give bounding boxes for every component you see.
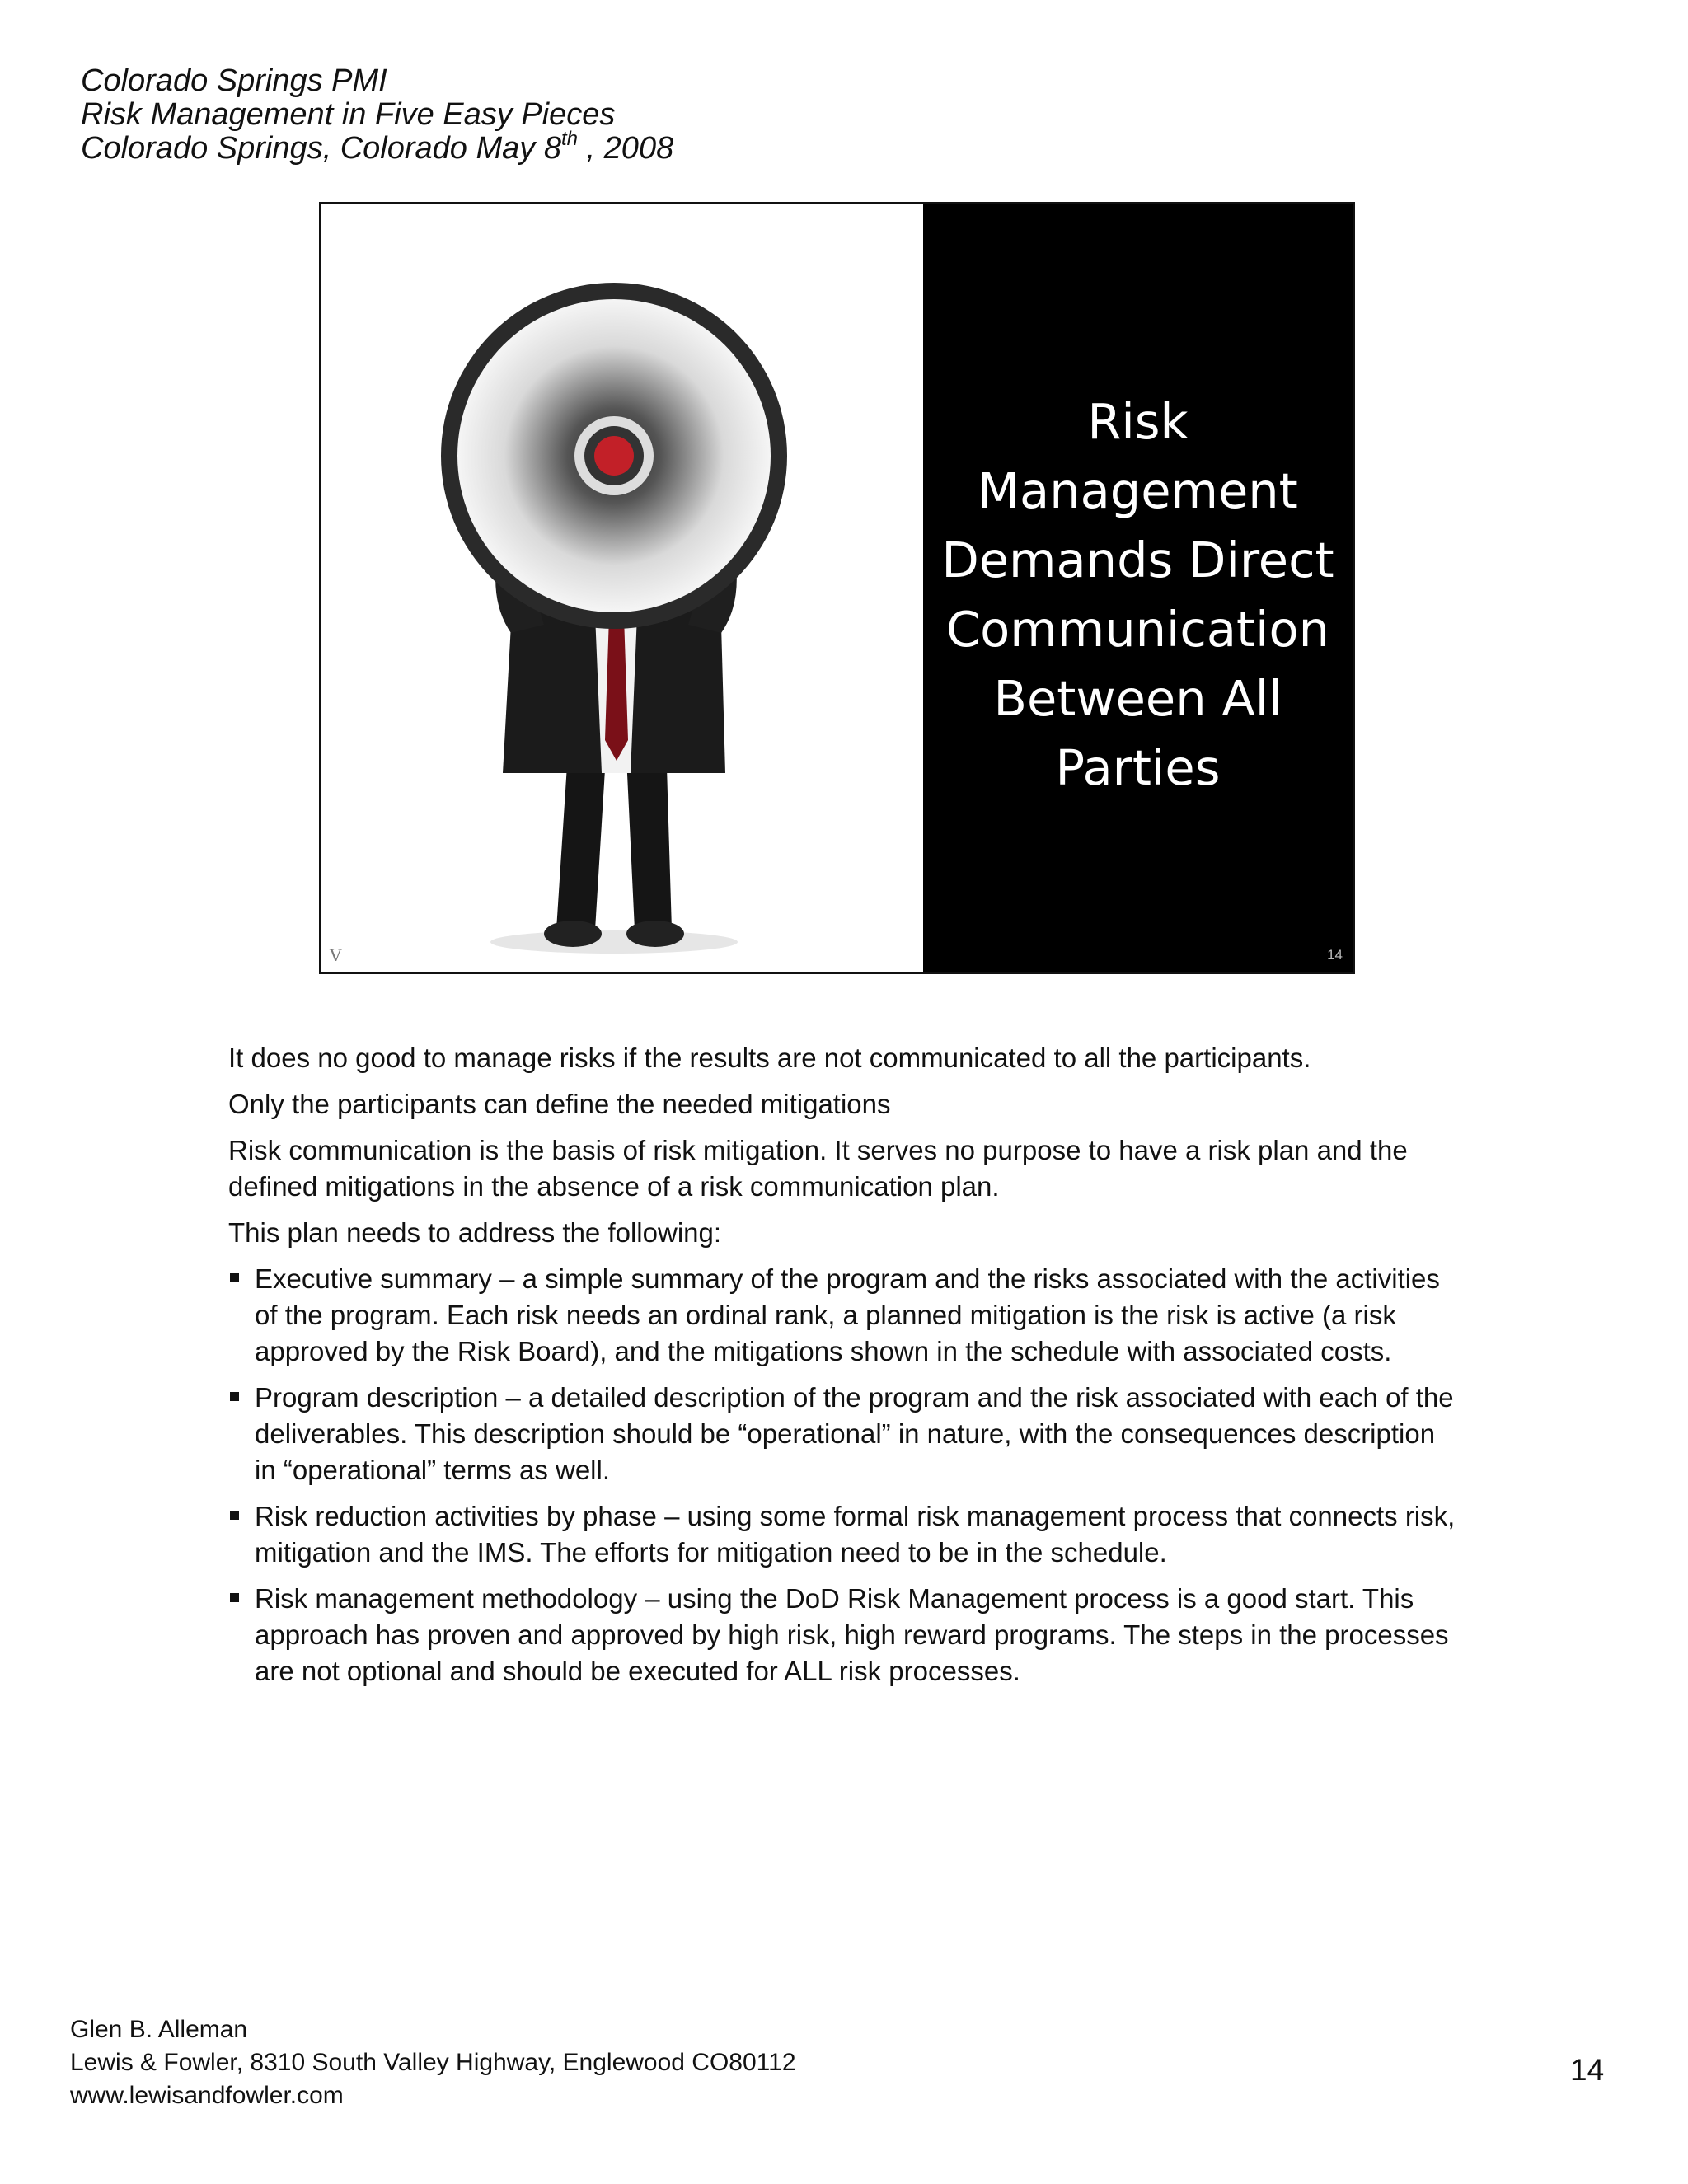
slide-title-line: Communication (945, 601, 1330, 658)
slide-title-line: Between All (993, 670, 1282, 727)
square-bullet-icon (230, 1511, 239, 1520)
slide-number: 14 (1327, 947, 1343, 963)
header-org: Colorado Springs PMI (81, 63, 387, 98)
man-with-megaphone-illustration (404, 279, 816, 954)
bullet-text: Risk management methodology – using the DoD Risk Management process is a good start. This approach has proven and approved by high risk, high reward programs. The steps in the processes are not optional and should be executed for ALL risk processes. (255, 1583, 1449, 1686)
slide-photo-panel (321, 204, 923, 972)
slide-title (923, 387, 1353, 803)
bullet-text: Risk reduction activities by phase – using some formal risk management process that connects risk, mitigation and the IMS. The efforts for mitigation need to be in the schedule. (255, 1501, 1456, 1568)
footer-address: Lewis & Fowler, 8310 South Valley Highway, Englewood CO80112 (70, 2049, 796, 2076)
slide-title-line: Management (978, 462, 1298, 519)
paragraph-list (228, 1040, 1456, 1251)
slide-image (319, 202, 1355, 974)
document-footer (70, 2013, 796, 2112)
bullet-text: Program description – a detailed description of the program and the risk associated with each of the deliverables. This description should be “operational” in nature, with the consequences description in “operational” terms as well. (255, 1382, 1454, 1485)
bullet-item (228, 1380, 1456, 1488)
slide-title-line: Demands Direct (941, 532, 1334, 588)
body-paragraph: This plan needs to address the following: (228, 1217, 722, 1248)
page-number: 14 (1570, 2053, 1605, 2087)
bullet-item (228, 1261, 1456, 1370)
square-bullet-icon (230, 1392, 239, 1401)
slide-corner-mark: V (330, 945, 342, 965)
bullet-item (228, 1581, 1456, 1690)
slide-title-line: Parties (1055, 739, 1221, 796)
slide-title-line: Risk (1087, 393, 1189, 450)
body-paragraph: Only the participants can define the needed mitigations (228, 1089, 891, 1119)
bullet-item (228, 1498, 1456, 1571)
body-paragraph: Risk communication is the basis of risk mitigation. It serves no purpose to have a risk plan and the defined mitigations in the absence of a risk communication plan. (228, 1135, 1408, 1202)
square-bullet-icon (230, 1273, 239, 1282)
footer-author: Glen B. Alleman (70, 2016, 248, 2043)
header-location-date: Colorado Springs, Colorado May 8th , 2008 (81, 128, 674, 166)
document-header (81, 64, 673, 166)
header-title: Risk Management in Five Easy Pieces (81, 97, 616, 132)
bullet-text: Executive summary – a simple summary of the program and the risks associated with the activities of the program. Each risk needs an ordinal rank, a planned mitigation is the risk is active (a risk approved by the Risk Board), and the mitigations shown in the schedule with associated costs. (255, 1263, 1440, 1366)
body-paragraph: It does no good to manage risks if the results are not communicated to all the participants. (228, 1043, 1311, 1073)
footer-website: www.lewisandfowler.com (70, 2082, 344, 2109)
bullet-list (228, 1261, 1456, 1690)
body-text (228, 1040, 1456, 1699)
square-bullet-icon (230, 1593, 239, 1602)
slide-title-panel (923, 204, 1353, 972)
